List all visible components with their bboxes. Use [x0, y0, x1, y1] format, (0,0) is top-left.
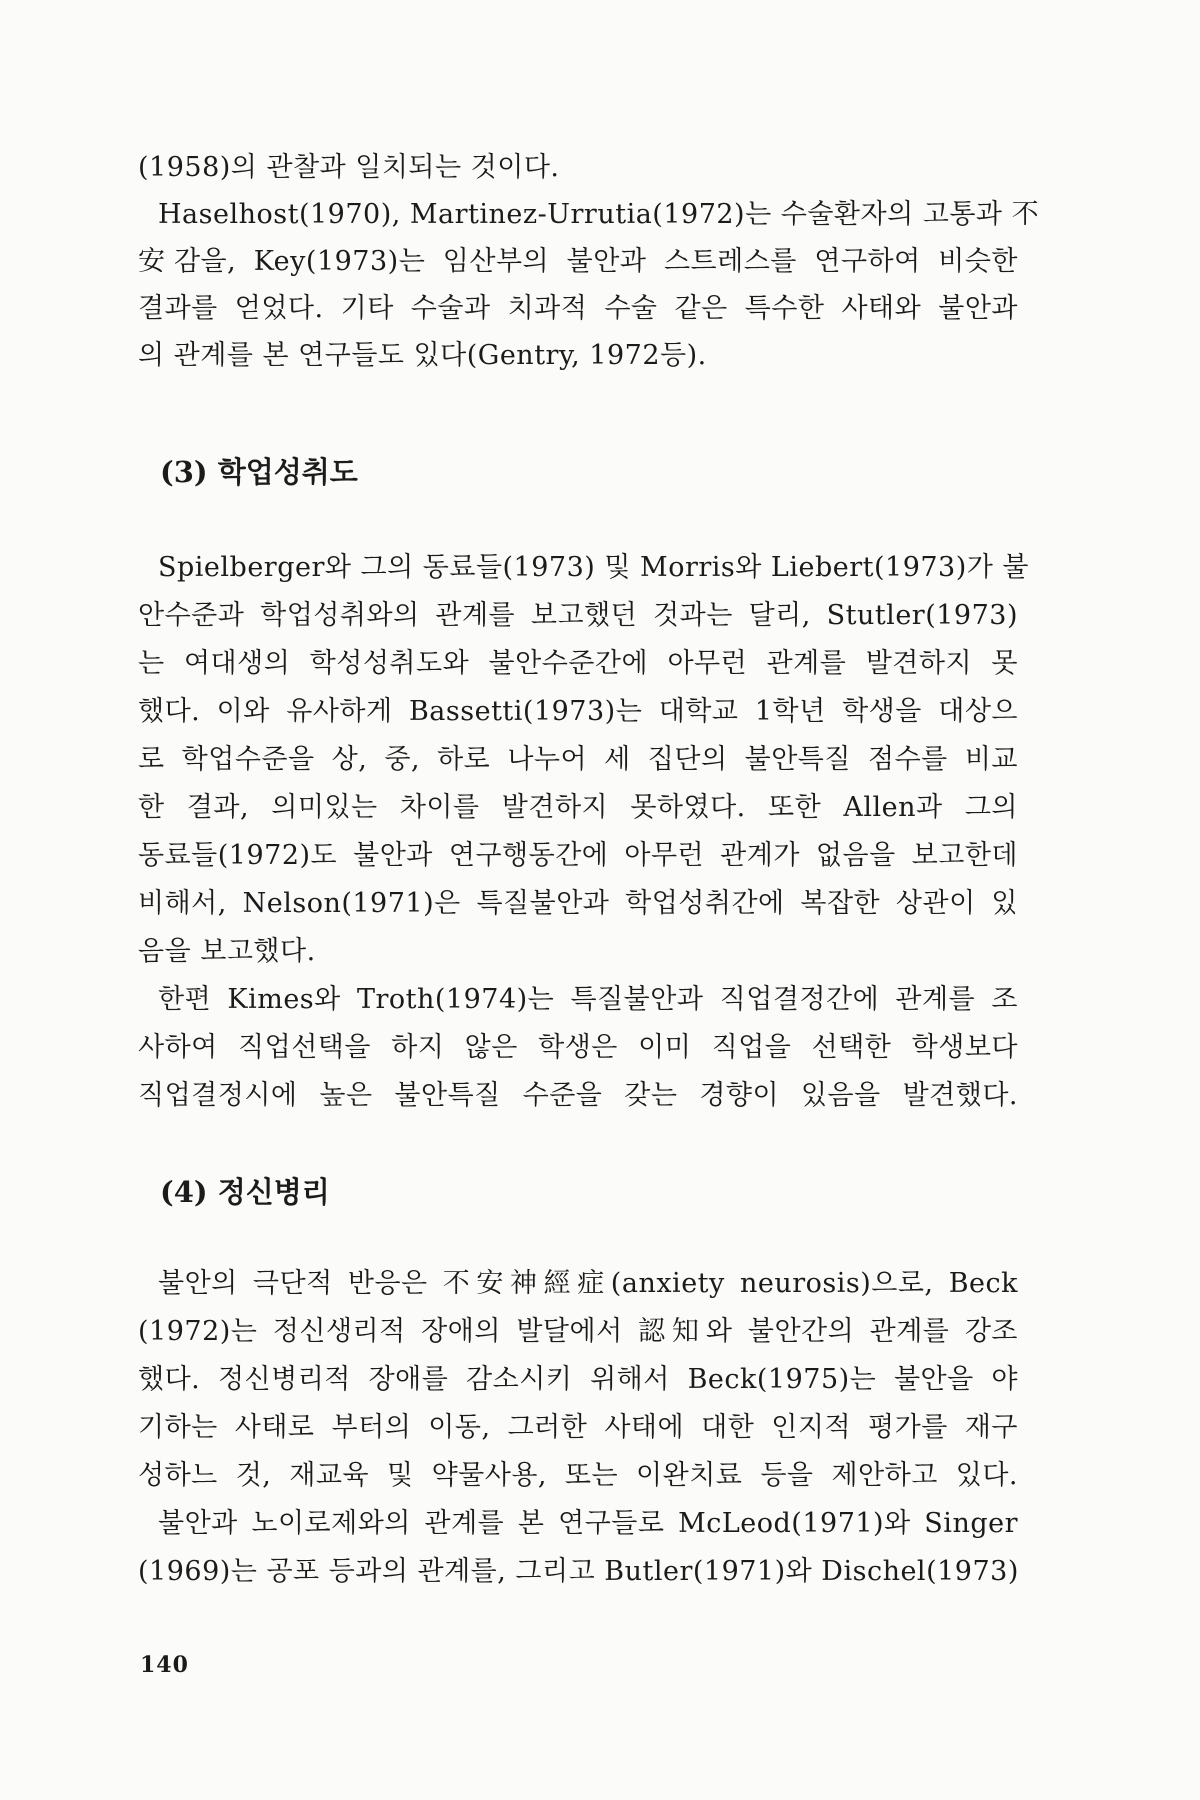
- section3-line-9: 음을 보고했다.: [138, 936, 316, 967]
- intro-line-2: Haselhost(1970), Martinez-Urrutia(1972)는 수술환자의 고통과 不: [158, 199, 1040, 230]
- section-heading-3: (3) 학업성취도: [160, 455, 358, 489]
- section3-line-1: Spielberger와 그의 동료들(1973) 및 Morris와 Liebert(1973)가 불: [158, 552, 1030, 583]
- intro-line-4: 결과를 얻었다. 기타 수술과 치과적 수술 같은 특수한 사태와 불안과: [138, 293, 1018, 324]
- section-heading-4: (4) 정신병리: [160, 1175, 330, 1209]
- section4-line-7: (1969)는 공포 등과의 관계를, 그리고 Butler(1971)와 Dischel(1973): [138, 1556, 1019, 1587]
- section3-line-6: 한 결과, 의미있는 차이를 발견하지 못하였다. 또한 Allen과 그의: [138, 792, 1018, 823]
- section3-line-8: 비해서, Nelson(1971)은 특질불안과 학업성취간에 복잡한 상관이 있: [138, 888, 1018, 919]
- intro-line-1: (1958)의 관찰과 일치되는 것이다.: [138, 152, 560, 183]
- section3-line-3: 는 여대생의 학성성취도와 불안수준간에 아무런 관계를 발견하지 못: [138, 648, 1018, 679]
- page-number: 140: [140, 1652, 189, 1678]
- section4-line-6: 불안과 노이로제와의 관계를 본 연구들로 McLeod(1971)와 Singer: [158, 1508, 1018, 1539]
- section4-line-5: 성하느 것, 재교육 및 약물사용, 또는 이완치료 등을 제안하고 있다.: [138, 1460, 1018, 1491]
- section3-line-5: 로 학업수준을 상, 중, 하로 나누어 세 집단의 불안특질 점수를 비교: [138, 744, 1018, 775]
- section3-line-12: 직업결정시에 높은 불안특질 수준을 갖는 경향이 있음을 발견했다.: [138, 1080, 1018, 1111]
- section4-line-2: (1972)는 정신생리적 장애의 발달에서 認知와 불안간의 관계를 강조: [138, 1316, 1018, 1347]
- intro-line-3: 安감을, Key(1973)는 임산부의 불안과 스트레스를 연구하여 비슷한: [138, 246, 1018, 277]
- intro-line-5: 의 관계를 본 연구들도 있다(Gentry, 1972등).: [138, 340, 707, 371]
- section3-line-2: 안수준과 학업성취와의 관계를 보고했던 것과는 달리, Stutler(1973): [138, 600, 1018, 631]
- section4-line-1: 불안의 극단적 반응은 不安神經症(anxiety neurosis)으로, Beck: [158, 1268, 1018, 1299]
- section4-line-4: 기하는 사태로 부터의 이동, 그러한 사태에 대한 인지적 평가를 재구: [138, 1412, 1018, 1443]
- section3-line-4: 했다. 이와 유사하게 Bassetti(1973)는 대학교 1학년 학생을 대상으: [138, 696, 1018, 727]
- section3-line-7: 동료들(1972)도 불안과 연구행동간에 아무런 관계가 없음을 보고한데: [138, 840, 1018, 871]
- section3-line-11: 사하여 직업선택을 하지 않은 학생은 이미 직업을 선택한 학생보다: [138, 1032, 1018, 1063]
- section3-line-10: 한편 Kimes와 Troth(1974)는 특질불안과 직업결정간에 관계를 조: [158, 984, 1018, 1015]
- section4-line-3: 했다. 정신병리적 장애를 감소시키 위해서 Beck(1975)는 불안을 야: [138, 1364, 1018, 1395]
